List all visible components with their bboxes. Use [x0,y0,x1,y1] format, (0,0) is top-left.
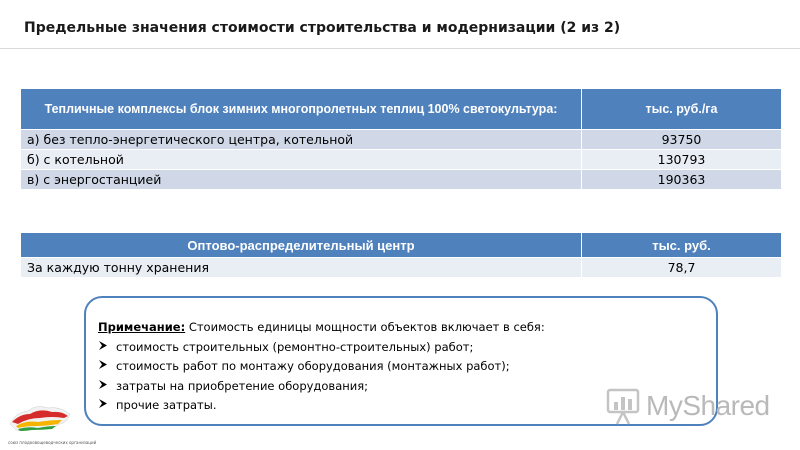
list-item-text: стоимость строительных (ремонтно-строительных) работ; [116,339,474,354]
arrow-bullet-icon [98,377,116,397]
myshared-watermark [606,382,776,430]
logo-caption: союз плодоовощеводческих организаций [8,440,97,445]
row-label: в) с энергостанцией [21,170,582,190]
row-label: За каждую тонну хранения [21,258,582,278]
arrow-bullet-icon [98,357,116,377]
table-header-name: Тепличные комплексы блок зимних многопролетных теплиц 100% светокультура: [21,89,582,130]
list-item-text: стоимость работ по монтажу оборудования (монтажных работ); [116,359,510,373]
row-value: 93750 [582,130,782,150]
row-value: 78,7 [582,258,782,278]
greenhouse-cost-table [20,88,782,190]
note-label: Примечание: [98,320,186,334]
presentation-chart-icon [606,386,640,426]
list-item-text: затраты на приобретение оборудования; [116,378,369,393]
table-row [21,150,782,170]
note-intro-line [98,318,716,338]
list-item [98,338,716,358]
table-header-name: Оптово-распределительный центр [21,233,582,258]
list-item-text: прочие затраты. [116,398,217,412]
watermark-text: MyShared [646,390,770,421]
note-intro: Стоимость единицы мощности объектов включает в себя: [185,320,545,334]
distribution-center-table [20,232,782,278]
arrow-bullet-icon [98,338,116,358]
table-row [21,170,782,190]
row-value: 130793 [582,150,782,170]
table-header-row [21,89,782,130]
row-label: а) без тепло-энергетического центра, котельной [21,130,582,150]
row-label: б) с котельной [21,150,582,170]
list-item [98,357,716,377]
title-divider [0,48,800,49]
table-header-unit: тыс. руб./га [582,89,782,130]
page-title: Предельные значения стоимости строительства и модернизации (2 из 2) [24,20,621,36]
russia-map-logo-icon [6,398,76,440]
table-header-row [21,233,782,258]
row-value: 190363 [582,170,782,190]
table-row [21,258,782,278]
arrow-bullet-icon [98,396,116,416]
table-header-unit: тыс. руб. [582,233,782,258]
table-row [21,130,782,150]
